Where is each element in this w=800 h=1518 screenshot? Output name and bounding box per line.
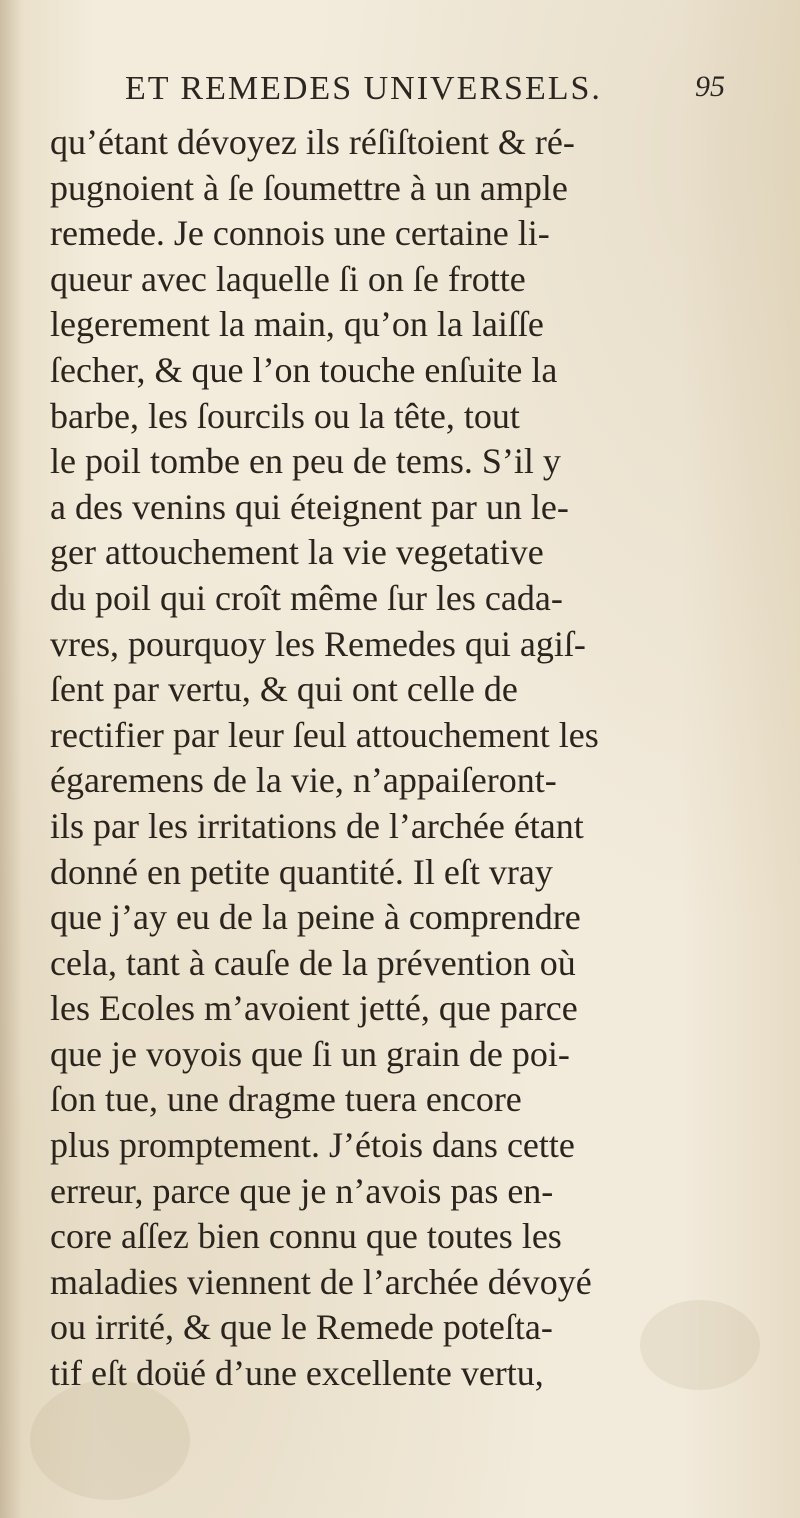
text-line: ou irrité, & que le Remede poteſta-: [50, 1307, 553, 1348]
text-line: ſecher, & que l’on touche enſuite la: [50, 349, 558, 390]
text-line: que j’ay eu de la peine à comprendre: [50, 897, 581, 938]
text-line: barbe, les ſourcils ou la tête, tout: [50, 395, 520, 436]
text-line: tif eſt doüé d’une excellente vertu,: [50, 1353, 544, 1394]
running-head: [125, 70, 725, 110]
running-title: ET REMEDES UNIVERSELS.: [125, 70, 602, 107]
text-line: ils par les irritations de l’archée étant: [50, 805, 584, 846]
paper-stain: [30, 1380, 190, 1500]
text-line: legerement la main, qu’on la laiſſe: [50, 304, 544, 345]
text-line: qu’étant dévoyez ils réſiſtoient & ré-: [50, 122, 575, 162]
gutter-shadow: [0, 0, 22, 1518]
text-line: du poil qui croît même ſur les cada-: [50, 577, 563, 618]
text-line: maladies viennent de l’archée dévoyé: [50, 1261, 592, 1302]
text-line: queur avec laquelle ſi on ſe frotte: [50, 258, 526, 299]
text-line: remede. Je connois une certaine li-: [50, 213, 550, 254]
text-line: égaremens de la vie, n’appaiſeront-: [50, 760, 557, 801]
text-line: donné en petite quantité. Il eſt vray: [50, 851, 553, 892]
text-line: les Ecoles m’avoient jetté, que parce: [50, 988, 578, 1029]
text-line: rectifier par leur ſeul attouchement les: [50, 714, 599, 755]
text-line: core aſſez bien connu que toutes les: [50, 1216, 562, 1257]
text-line: vres, pourquoy les Remedes qui agiſ-: [50, 623, 586, 664]
body-text: [50, 120, 790, 1397]
text-line: erreur, parce que je n’avois pas en-: [50, 1170, 554, 1211]
text-line: ger attouchement la vie vegetative: [50, 532, 544, 573]
text-line: cela, tant à cauſe de la prévention où: [50, 942, 576, 983]
text-line: le poil tombe en peu de tems. S’il y: [50, 441, 561, 482]
text-line: a des venins qui éteignent par un le-: [50, 486, 569, 527]
text-line: ſent par vertu, & qui ont celle de: [50, 669, 518, 710]
text-line: plus promptement. J’étois dans cette: [50, 1125, 575, 1166]
text-line: pugnoient à ſe ſoumettre à un ample: [50, 167, 568, 208]
text-line: ſon tue, une dragme tuera encore: [50, 1079, 522, 1120]
page-number: 95: [695, 70, 725, 103]
text-line: que je voyois que ſi un grain de poi-: [50, 1033, 570, 1074]
